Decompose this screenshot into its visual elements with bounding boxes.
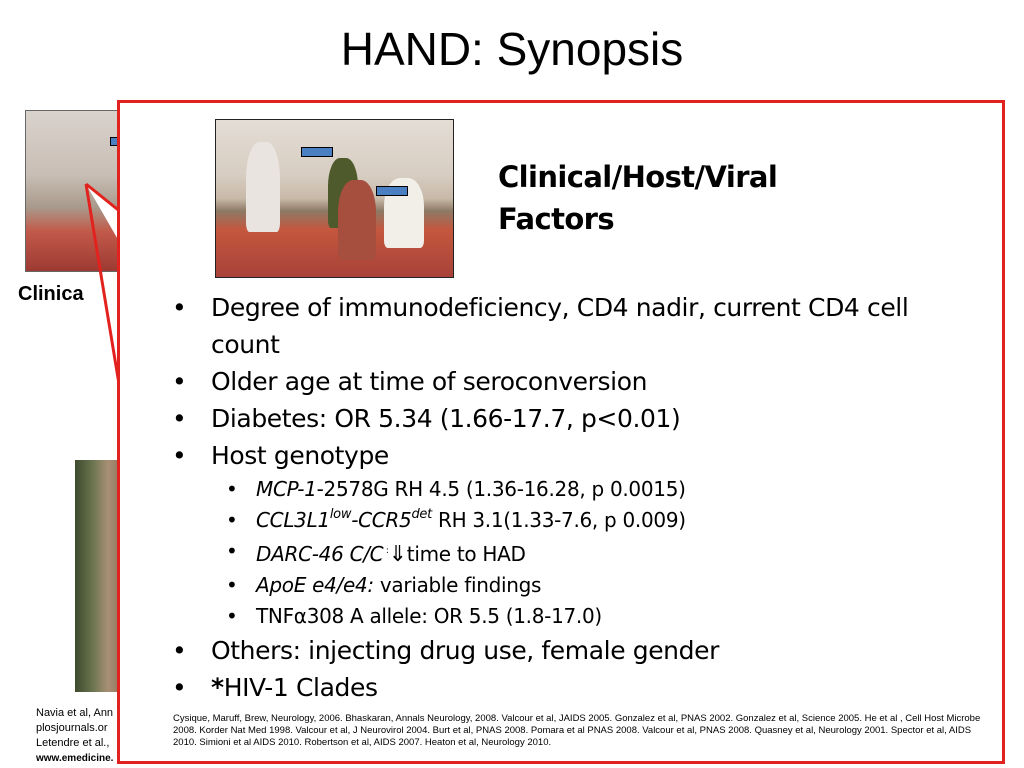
list-item: • Diabetes: OR 5.34 (1.66-17.7, p<0.01) xyxy=(170,400,970,437)
genotype-item xyxy=(170,536,970,570)
genotype-detail: 308 A allele: OR 5.5 (1.8-17.0) xyxy=(306,604,602,628)
gene-name: CCL3L1 xyxy=(256,508,330,532)
list-item-text: HIV-1 Clades xyxy=(223,673,378,702)
background-clinical-label: Clinica xyxy=(18,283,84,305)
alpha-symbol: α xyxy=(293,604,307,628)
genotype-detail: -2578G RH 4.5 (1.36-16.28, p 0.0015) xyxy=(316,477,686,501)
photo-figure xyxy=(246,142,280,232)
factors-heading-line: Clinical/Host/Viral xyxy=(498,160,778,194)
list-item: • Host genotype xyxy=(170,437,970,474)
factors-heading-line: Factors xyxy=(498,202,615,236)
list-item: • Degree of immunodeficiency, CD4 nadir, current CD4 cell count xyxy=(170,289,970,363)
gene-name: DARC-46 C/C xyxy=(256,542,384,566)
background-reference-line: Navia et al, Ann xyxy=(36,707,114,719)
gene-superscript: det xyxy=(411,507,432,522)
background-reference-line: plosjournals.or xyxy=(36,722,108,734)
genotype-mark: : xyxy=(383,546,389,556)
genotype-detail: variable findings xyxy=(373,573,542,597)
down-arrow-icon: ⇓ xyxy=(388,542,407,567)
gene-name: MCP-1 xyxy=(256,477,317,501)
slide-title: HAND: Synopsis xyxy=(340,23,684,75)
factors-heading xyxy=(498,156,828,240)
references-footnote: Cysique, Maruff, Brew, Neurology, 2006. Bhaskaran, Annals Neurology, 2008. Valcour et al, JAIDS 2005. Gonzalez et al, PNAS 2002. Gonzalez et al, Science 2005. He et al , Cell Host Microbe 2008. Korder Nat Med 1998. Valcour et al, J Neurovirol 2004. Burt et al, PNAS 2008. Pomara et al PNAS 2008. Valcour et al, PNAS 2008. Quasney et al, Neurology 2001. Spector et al, AIDS 2010. Simioni et al AIDS 2010. Robertson et al, AIDS 2007. Heaton et al, Neurology 2010. xyxy=(173,713,981,748)
footnote-star: * xyxy=(211,673,224,702)
genotype-detail: time to HAD xyxy=(406,542,526,566)
genotype-item xyxy=(170,601,970,632)
list-item: • Others: injecting drug use, female gender xyxy=(170,632,970,669)
gene-name: ApoE e4/e4: xyxy=(256,573,374,597)
genotype-detail: RH 3.1(1.33-7.6, p 0.009) xyxy=(431,508,686,532)
genotype-item xyxy=(170,474,970,505)
clinic-photo xyxy=(215,119,454,278)
list-item: • Older age at time of seroconversion xyxy=(170,363,970,400)
photo-figure xyxy=(338,180,376,260)
genotype-item xyxy=(170,570,970,601)
photo-marker-bar xyxy=(301,147,333,157)
factors-list xyxy=(170,289,970,706)
gene-superscript: low xyxy=(329,507,352,522)
photo-marker-bar xyxy=(376,186,408,196)
genotype-item xyxy=(170,505,970,536)
background-reference-link: www.emedicine. xyxy=(36,753,114,764)
gene-name: -CCR5 xyxy=(351,508,412,532)
background-reference-line: Letendre et al., xyxy=(36,737,110,749)
gene-name: TNF xyxy=(256,604,294,628)
list-item xyxy=(170,669,970,706)
